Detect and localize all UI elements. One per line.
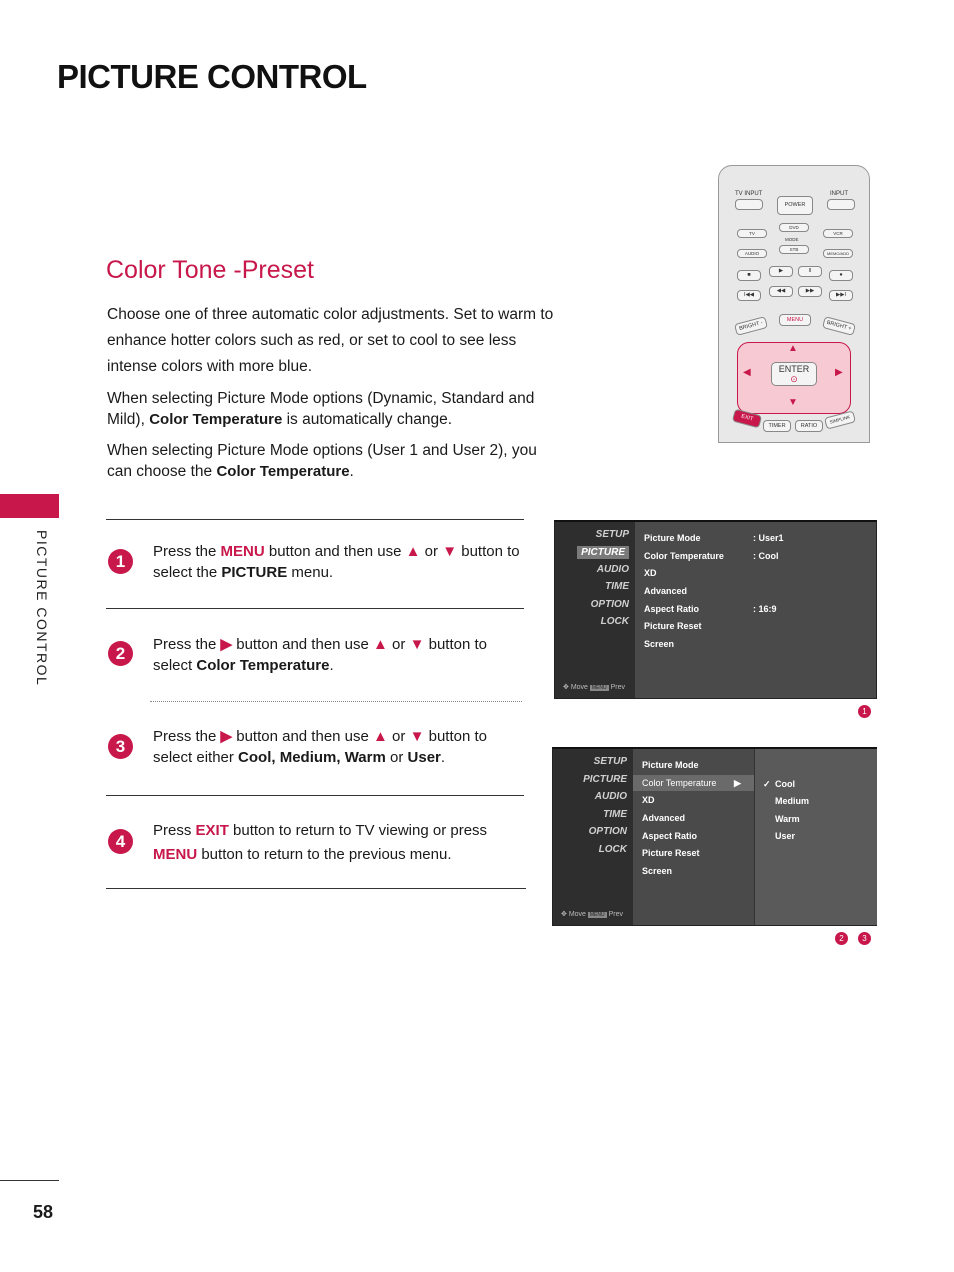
osd-item-xd: XD: [642, 795, 655, 805]
side-tab-label: PICTURE CONTROL: [34, 530, 50, 687]
remote-bright-plus: BRIGHT +: [822, 316, 856, 336]
play-icon: ▶: [769, 266, 793, 277]
callout-marker-1: 1: [858, 705, 871, 718]
nav-right-icon: ▶: [835, 367, 843, 378]
osd-tab-setup: SETUP: [593, 756, 627, 767]
osd-item-screen: Screen: [642, 866, 673, 876]
osd-tab-time: TIME: [605, 581, 629, 592]
rewind-icon: ◀◀: [769, 286, 793, 297]
skip-back-icon: I◀◀: [737, 290, 761, 301]
remote-mode-stb: STB: [779, 245, 809, 254]
remote-exit-button: EXIT: [732, 409, 762, 429]
paragraph-user-modes: When selecting Picture Mode options (User 1 and User 2), you can choose the Color Temperature.: [107, 442, 537, 480]
osd-color-temperature-menu: [552, 747, 877, 926]
remote-bright-minus: BRIGHT -: [734, 316, 768, 336]
osd-tab-column: [553, 749, 633, 925]
osd-item-screen: Screen: [644, 639, 675, 649]
page-number: 58: [33, 1202, 54, 1222]
osd-item-aspect-ratio: Aspect Ratio: [642, 831, 698, 841]
osd-option-user: User: [775, 831, 796, 841]
step-number-3: 3: [108, 734, 133, 759]
remote-timer-button: TIMER: [763, 420, 791, 432]
page-title: PICTURE CONTROL: [57, 58, 367, 95]
remote-power-button: POWER: [777, 196, 813, 215]
osd-item-color-temperature: Color Temperature: [642, 778, 717, 788]
stop-icon: ■: [737, 270, 761, 281]
remote-input-label: INPUT: [830, 191, 848, 197]
step-divider: [106, 795, 524, 796]
remote-control: [718, 165, 870, 443]
osd-tab-lock: LOCK: [600, 616, 629, 627]
remote-tv-input-button: [735, 199, 763, 210]
remote-mode-vcr: VCR: [823, 229, 853, 238]
remote-menu-button: MENU: [779, 314, 811, 326]
submenu-arrow-icon: ▶: [734, 778, 741, 788]
osd-value-picture-mode: : User1: [753, 533, 784, 543]
remote-ratio-button: RATIO: [795, 420, 823, 432]
osd-item-xd: XD: [644, 568, 657, 578]
step-divider-dotted: [150, 701, 522, 702]
osd-value-aspect-ratio: : 16:9: [753, 604, 777, 614]
osd-picture-menu: [554, 520, 877, 699]
remote-mode-label: MODE: [785, 237, 799, 242]
osd-tab-picture: PICTURE: [583, 774, 627, 785]
remote-simplink-button: SIMPLINK: [824, 410, 856, 429]
step-4-text: Press EXIT button to return to TV viewing or press MENU button to return to the previous menu.: [153, 822, 488, 863]
checkmark-icon: ✓: [763, 779, 771, 789]
intro-paragraph: Choose one of three automatic color adjustments. Set to warm to enhance hotter colors such as red, or set to cool to see less intense colors with more blue.: [107, 306, 554, 375]
nav-down-icon: ▼: [788, 397, 798, 408]
osd-item-aspect-ratio: Aspect Ratio: [644, 604, 700, 614]
enter-dot-icon: ⊙: [790, 374, 798, 384]
step-divider-top: [106, 519, 524, 520]
osd-option-warm: Warm: [775, 814, 800, 824]
side-tab-marker: [0, 494, 59, 518]
remote-input-button: [827, 199, 855, 210]
step-divider-bottom: [106, 888, 526, 889]
callout-marker-2: 2: [835, 932, 848, 945]
osd-option-cool: Cool: [775, 779, 795, 789]
remote-mode-memo: MEMO/ADD: [823, 249, 853, 258]
step-1-text: Press the MENU button and then use ▲ or ▼ button to select the PICTURE menu.: [153, 543, 520, 581]
osd-item-picture-reset: Picture Reset: [642, 848, 700, 858]
remote-tv-input-label: TV INPUT: [735, 191, 763, 197]
remote-mode-tv: TV: [737, 229, 767, 238]
step-divider: [106, 608, 524, 609]
osd-option-medium: Medium: [775, 796, 810, 806]
osd-item-picture-mode: Picture Mode: [644, 533, 701, 543]
remote-enter-button: ENTER ⊙: [771, 362, 817, 386]
osd-tab-audio: AUDIO: [596, 564, 629, 575]
skip-forward-icon: ▶▶I: [829, 290, 853, 301]
osd-item-advanced: Advanced: [642, 813, 686, 823]
remote-mode-dvd: DVD: [779, 223, 809, 232]
osd-footer: ✥ Move MENU Prev: [561, 911, 623, 918]
step-number-4: 4: [108, 829, 133, 854]
osd-tab-option: OPTION: [588, 826, 627, 837]
record-icon: ●: [829, 270, 853, 281]
nav-up-icon: ▲: [788, 343, 798, 354]
osd-submenu-panel: [754, 749, 877, 925]
step-2-text: Press the ▶ button and then use ▲ or ▼ button to select Color Temperature.: [153, 636, 487, 674]
osd-item-color-temperature: Color Temperature: [644, 551, 724, 561]
osd-tab-audio: AUDIO: [594, 791, 627, 802]
callout-marker-3: 3: [858, 932, 871, 945]
step-number-1: 1: [108, 549, 133, 574]
osd-tab-lock: LOCK: [598, 844, 627, 855]
nav-left-icon: ◀: [743, 367, 751, 378]
remote-mode-audio: AUDIO: [737, 249, 767, 258]
osd-tab-setup: SETUP: [595, 529, 629, 540]
paragraph-preset-modes: When selecting Picture Mode options (Dynamic, Standard and Mild), Color Temperature is automatically change.: [107, 390, 535, 428]
fast-forward-icon: ▶▶: [798, 286, 822, 297]
osd-item-picture-mode: Picture Mode: [642, 760, 699, 770]
osd-item-picture-reset: Picture Reset: [644, 621, 702, 631]
pause-icon: II: [798, 266, 822, 277]
osd-footer: ✥ Move MENU Prev: [563, 684, 625, 691]
osd-tab-option: OPTION: [590, 599, 629, 610]
section-title: Color Tone -Preset: [106, 256, 314, 284]
osd-item-advanced: Advanced: [644, 586, 688, 596]
osd-value-color-temperature: : Cool: [753, 551, 779, 561]
osd-tab-time: TIME: [603, 809, 627, 820]
osd-tab-column: [555, 522, 635, 698]
osd-tab-picture: PICTURE: [577, 546, 629, 559]
step-3-text: Press the ▶ button and then use ▲ or ▼ button to select either Cool, Medium, Warm or User.: [153, 728, 487, 766]
step-number-2: 2: [108, 641, 133, 666]
footer-rule: [0, 1180, 59, 1181]
